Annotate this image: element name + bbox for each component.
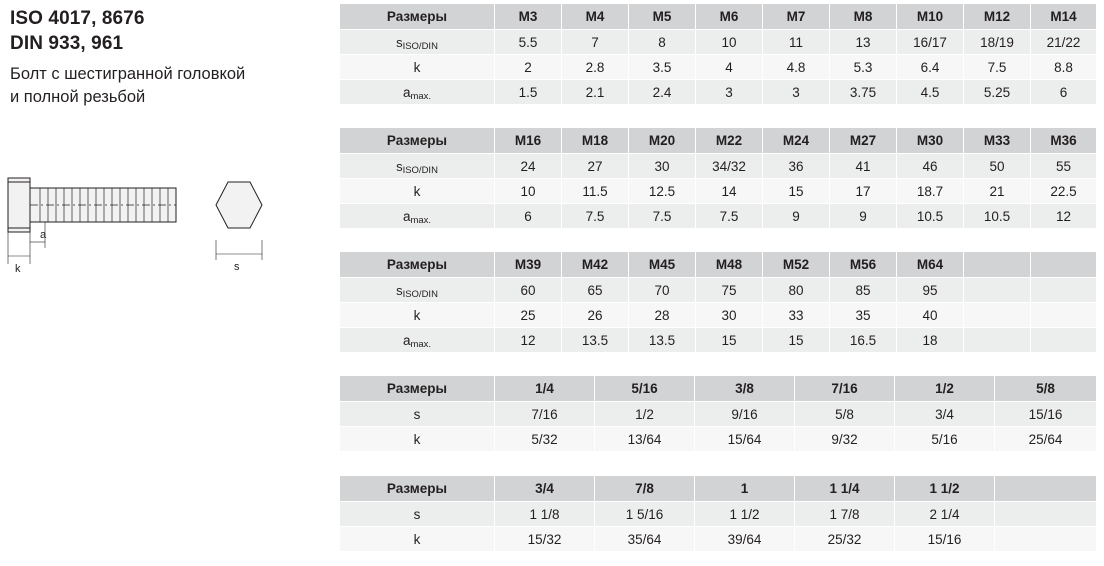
product-info-panel — [10, 6, 330, 109]
bolt-drawing-svg — [0, 160, 330, 280]
table-cell: 18 — [897, 328, 964, 353]
table-cell: 15/16 — [895, 527, 995, 552]
row-label-k: k — [340, 527, 495, 552]
table-row — [340, 427, 1097, 452]
table-cell: 1/2 — [595, 402, 695, 427]
table-cell: 2 — [495, 55, 562, 80]
table-cell: 7.5 — [562, 204, 629, 229]
table-cell: 6 — [495, 204, 562, 229]
empty-cell — [1031, 252, 1097, 278]
standard-line-1: ISO 4017, 8676 — [10, 8, 145, 29]
size-header-cell: M48 — [696, 252, 763, 278]
row-label-k: k — [340, 303, 495, 328]
size-header-cell: M24 — [763, 128, 830, 154]
size-header-cell: 5/8 — [995, 376, 1097, 402]
size-header-cell: M52 — [763, 252, 830, 278]
table-cell: 9/32 — [795, 427, 895, 452]
bolt-technical-drawing — [0, 160, 330, 280]
table-row — [340, 179, 1097, 204]
size-header-cell: M10 — [897, 4, 964, 30]
metric-table-2 — [339, 127, 1097, 229]
table-cell: 2 1/4 — [895, 502, 995, 527]
table-cell: 15 — [763, 179, 830, 204]
header-label: Размеры — [340, 4, 495, 30]
size-header-cell: 1/4 — [495, 376, 595, 402]
size-header-cell: M27 — [830, 128, 897, 154]
table-header-row — [340, 128, 1097, 154]
table-cell: 25/64 — [995, 427, 1097, 452]
table-cell: 25 — [495, 303, 562, 328]
table-cell: 8 — [629, 30, 696, 55]
table-cell: 95 — [897, 278, 964, 303]
size-header-cell: 7/8 — [595, 476, 695, 502]
table-cell: 11 — [763, 30, 830, 55]
row-label-s: sISO/DIN — [340, 30, 495, 55]
row-label-a: amax. — [340, 328, 495, 353]
table-cell: 13.5 — [629, 328, 696, 353]
table-cell: 55 — [1031, 154, 1097, 179]
table-row — [340, 502, 1097, 527]
table-cell — [995, 527, 1097, 552]
size-header-cell: M3 — [495, 4, 562, 30]
table-cell: 1.5 — [495, 80, 562, 105]
table-cell: 36 — [763, 154, 830, 179]
table-cell: 13.5 — [562, 328, 629, 353]
row-label-a: amax. — [340, 80, 495, 105]
table-header-row — [340, 476, 1097, 502]
size-header-cell: M36 — [1031, 128, 1097, 154]
imperial-table-1 — [339, 375, 1097, 452]
size-header-cell: M8 — [830, 4, 897, 30]
size-header-cell: 1 — [695, 476, 795, 502]
size-header-cell: 3/4 — [495, 476, 595, 502]
dimension-label-s: s — [234, 261, 240, 273]
table-cell: 25/32 — [795, 527, 895, 552]
table-cell: 4.8 — [763, 55, 830, 80]
table-cell: 9 — [763, 204, 830, 229]
table-cell: 85 — [830, 278, 897, 303]
table-cell: 5.5 — [495, 30, 562, 55]
size-header-cell: 1 1/4 — [795, 476, 895, 502]
table-cell: 30 — [629, 154, 696, 179]
table-cell: 41 — [830, 154, 897, 179]
table-cell: 22.5 — [1031, 179, 1097, 204]
row-label-k: k — [340, 427, 495, 452]
table-cell: 3/4 — [895, 402, 995, 427]
size-header-cell: M12 — [964, 4, 1031, 30]
size-header-cell: M20 — [629, 128, 696, 154]
table-cell: 21 — [964, 179, 1031, 204]
table-cell: 10.5 — [897, 204, 964, 229]
size-header-cell: M22 — [696, 128, 763, 154]
table-cell: 16/17 — [897, 30, 964, 55]
empty-cell — [964, 328, 1031, 353]
table-row — [340, 55, 1097, 80]
table-cell: 7.5 — [964, 55, 1031, 80]
table-header-row — [340, 252, 1097, 278]
size-header-cell: 3/8 — [695, 376, 795, 402]
row-label-k: k — [340, 55, 495, 80]
product-description-line-2: и полной резьбой — [10, 88, 146, 106]
header-label: Размеры — [340, 376, 495, 402]
imperial-table-2 — [339, 475, 1097, 552]
empty-cell — [1031, 278, 1097, 303]
table-cell: 6.4 — [897, 55, 964, 80]
table-cell: 5.3 — [830, 55, 897, 80]
empty-cell — [1031, 328, 1097, 353]
table-cell: 13/64 — [595, 427, 695, 452]
table-cell: 2.4 — [629, 80, 696, 105]
table-cell: 15/16 — [995, 402, 1097, 427]
table-cell: 21/22 — [1031, 30, 1097, 55]
table-cell: 5/16 — [895, 427, 995, 452]
size-header-cell: M14 — [1031, 4, 1097, 30]
table-cell: 4.5 — [897, 80, 964, 105]
row-label-s: s — [340, 402, 495, 427]
table-cell: 7.5 — [629, 204, 696, 229]
table-cell: 24 — [495, 154, 562, 179]
table-row — [340, 278, 1097, 303]
table-cell: 35 — [830, 303, 897, 328]
size-header-cell: M56 — [830, 252, 897, 278]
table-row — [340, 154, 1097, 179]
table-cell: 35/64 — [595, 527, 695, 552]
size-header-cell: M6 — [696, 4, 763, 30]
table-cell: 70 — [629, 278, 696, 303]
table-cell: 1 1/8 — [495, 502, 595, 527]
table-cell: 15/32 — [495, 527, 595, 552]
metric-table-3 — [339, 251, 1097, 353]
header-label: Размеры — [340, 252, 495, 278]
table-cell: 75 — [696, 278, 763, 303]
table-cell: 33 — [763, 303, 830, 328]
size-header-cell: M64 — [897, 252, 964, 278]
row-label-s: sISO/DIN — [340, 154, 495, 179]
empty-cell — [964, 303, 1031, 328]
table-cell — [995, 502, 1097, 527]
table-cell: 3.75 — [830, 80, 897, 105]
empty-cell — [1031, 303, 1097, 328]
size-header-cell: M45 — [629, 252, 696, 278]
row-label-k: k — [340, 179, 495, 204]
table-cell: 34/32 — [696, 154, 763, 179]
table-cell: 5/32 — [495, 427, 595, 452]
table-cell: 6 — [1031, 80, 1097, 105]
row-label-s: sISO/DIN — [340, 278, 495, 303]
table-row — [340, 527, 1097, 552]
table-cell: 5.25 — [964, 80, 1031, 105]
size-header-cell: M5 — [629, 4, 696, 30]
size-header-cell: 1 1/2 — [895, 476, 995, 502]
table-header-row — [340, 4, 1097, 30]
size-header-cell: 5/16 — [595, 376, 695, 402]
table-cell: 10 — [495, 179, 562, 204]
table-cell: 9 — [830, 204, 897, 229]
size-header-cell: M39 — [495, 252, 562, 278]
table-cell: 50 — [964, 154, 1031, 179]
table-cell: 10 — [696, 30, 763, 55]
product-description-line-1: Болт с шестигранной головкой — [10, 65, 246, 83]
table-cell: 16.5 — [830, 328, 897, 353]
table-cell: 5/8 — [795, 402, 895, 427]
table-cell: 12.5 — [629, 179, 696, 204]
table-cell: 28 — [629, 303, 696, 328]
metric-table-1 — [339, 3, 1097, 105]
table-cell: 12 — [1031, 204, 1097, 229]
empty-cell — [964, 278, 1031, 303]
table-row — [340, 303, 1097, 328]
standard-line-2: DIN 933, 961 — [10, 33, 124, 54]
table-cell: 2.8 — [562, 55, 629, 80]
table-cell: 15 — [763, 328, 830, 353]
table-cell: 15 — [696, 328, 763, 353]
table-cell: 9/16 — [695, 402, 795, 427]
table-row — [340, 204, 1097, 229]
dimension-label-k: k — [15, 263, 21, 275]
size-header-cell: M30 — [897, 128, 964, 154]
table-cell: 26 — [562, 303, 629, 328]
table-cell: 80 — [763, 278, 830, 303]
table-cell: 65 — [562, 278, 629, 303]
table-cell: 4 — [696, 55, 763, 80]
table-cell: 18.7 — [897, 179, 964, 204]
table-cell: 3.5 — [629, 55, 696, 80]
header-label: Размеры — [340, 476, 495, 502]
size-header-cell: 7/16 — [795, 376, 895, 402]
table-cell: 39/64 — [695, 527, 795, 552]
table-cell: 1 7/8 — [795, 502, 895, 527]
size-header-cell: 1/2 — [895, 376, 995, 402]
table-cell: 1 1/2 — [695, 502, 795, 527]
dimension-label-a: a — [40, 229, 47, 241]
table-row — [340, 30, 1097, 55]
table-cell: 27 — [562, 154, 629, 179]
size-header-cell: M4 — [562, 4, 629, 30]
table-cell: 60 — [495, 278, 562, 303]
table-cell: 12 — [495, 328, 562, 353]
table-row — [340, 402, 1097, 427]
empty-cell — [964, 252, 1031, 278]
table-header-row — [340, 376, 1097, 402]
table-row — [340, 80, 1097, 105]
table-cell: 7 — [562, 30, 629, 55]
table-cell: 3 — [763, 80, 830, 105]
table-cell: 15/64 — [695, 427, 795, 452]
row-label-a: amax. — [340, 204, 495, 229]
table-cell: 2.1 — [562, 80, 629, 105]
size-header-cell: M42 — [562, 252, 629, 278]
table-cell: 10.5 — [964, 204, 1031, 229]
table-cell: 7.5 — [696, 204, 763, 229]
table-cell: 7/16 — [495, 402, 595, 427]
table-cell: 14 — [696, 179, 763, 204]
size-header-cell — [995, 476, 1097, 502]
table-cell: 13 — [830, 30, 897, 55]
table-cell: 30 — [696, 303, 763, 328]
size-header-cell: M7 — [763, 4, 830, 30]
table-cell: 17 — [830, 179, 897, 204]
size-header-cell: M16 — [495, 128, 562, 154]
table-cell: 1 5/16 — [595, 502, 695, 527]
size-header-cell: M18 — [562, 128, 629, 154]
table-cell: 3 — [696, 80, 763, 105]
table-cell: 11.5 — [562, 179, 629, 204]
row-label-s: s — [340, 502, 495, 527]
size-header-cell: M33 — [964, 128, 1031, 154]
table-cell: 8.8 — [1031, 55, 1097, 80]
table-cell: 46 — [897, 154, 964, 179]
header-label: Размеры — [340, 128, 495, 154]
table-cell: 40 — [897, 303, 964, 328]
table-row — [340, 328, 1097, 353]
table-cell: 18/19 — [964, 30, 1031, 55]
